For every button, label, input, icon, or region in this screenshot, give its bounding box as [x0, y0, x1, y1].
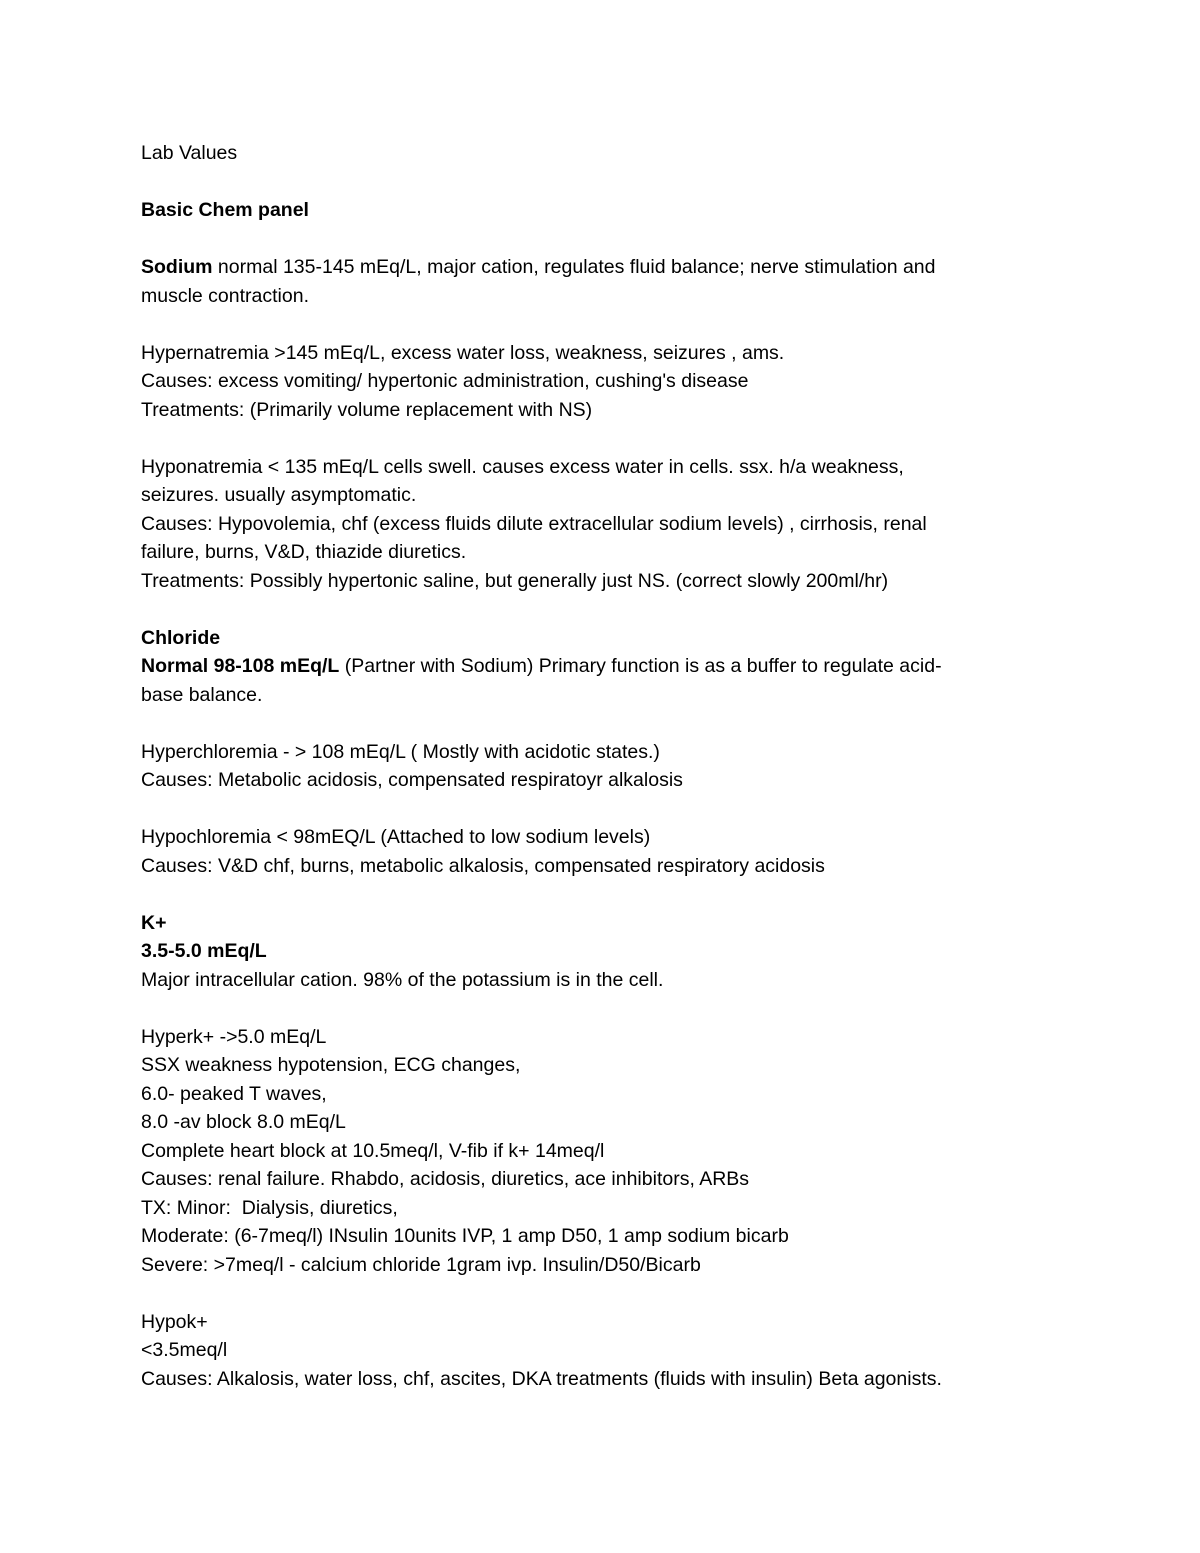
hyperchloremia-causes: Causes: Metabolic acidosis, compensated respiratoyr alkalosis: [141, 769, 683, 791]
hypokalemia-heading: Hypok+: [141, 1310, 208, 1333]
document-body: [141, 139, 1041, 1393]
hypokalemia-causes: Causes: Alkalosis, water loss, chf, ascites, DKA treatments (fluids with insulin) Beta agonists.: [141, 1367, 942, 1390]
hyponatremia-causes-2: failure, burns, V&D, thiazide diuretics.: [141, 541, 467, 563]
hyperkalemia-ssx: SSX weakness hypotension, ECG changes,: [141, 1054, 521, 1076]
hyponatremia-treatments: Treatments: Possibly hypertonic saline, but generally just NS. (correct slowly 200ml/hr): [141, 569, 889, 592]
hyperkalemia-t-waves: 6.0- peaked T waves,: [141, 1082, 327, 1105]
hyponatremia-causes: Causes: Hypovolemia, chf (excess fluids dilute extracellular sodium levels) , cirrhosis, renal: [141, 512, 927, 535]
hyperkalemia-tx-moderate: Moderate: (6-7meq/l) INsulin 10units IVP, 1 amp D50, 1 amp sodium bicarb: [141, 1225, 789, 1247]
hyperkalemia-tx-severe: Severe: >7meq/l - calcium chloride 1gram ivp. Insulin/D50/Bicarb: [141, 1253, 701, 1276]
hyperkalemia-av-block: 8.0 -av block 8.0 mEq/L: [141, 1111, 346, 1133]
hypochloremia-line: Hypochloremia < 98mEQ/L (Attached to low sodium levels): [141, 826, 651, 848]
hyponatremia-line: Hyponatremia < 135 mEq/L cells swell. causes excess water in cells. ssx. h/a weakness,: [141, 455, 904, 478]
hyperchloremia-line: Hyperchloremia - > 108 mEq/L ( Mostly with acidotic states.): [141, 740, 660, 763]
hypernatremia-treatments: Treatments: (Primarily volume replacement with NS): [141, 398, 593, 421]
potassium-heading: K+: [141, 911, 167, 934]
potassium-range: 3.5-5.0 mEq/L: [141, 940, 267, 962]
chloride-normal-label: Normal 98-108 mEq/L: [141, 655, 340, 677]
hypochloremia-causes: Causes: V&D chf, burns, metabolic alkalosis, compensated respiratory acidosis: [141, 854, 825, 877]
chloride-normal-line: Normal 98-108 mEq/L (Partner with Sodium) Primary function is as a buffer to regulate acid-: [141, 655, 942, 677]
chloride-heading: Chloride: [141, 626, 221, 649]
panel-heading: Basic Chem panel: [141, 199, 309, 221]
document-title: Lab Values: [141, 142, 238, 164]
chloride-normal-line-2: base balance.: [141, 683, 263, 706]
hypernatremia-causes: Causes: excess vomiting/ hypertonic administration, cushing's disease: [141, 370, 749, 392]
hyperkalemia-heart-block: Complete heart block at 10.5meq/l, V-fib if k+ 14meq/l: [141, 1139, 605, 1162]
sodium-normal-line-2: muscle contraction.: [141, 284, 309, 307]
hyperkalemia-tx-minor: TX: Minor: Dialysis, diuretics,: [141, 1196, 398, 1219]
hyperkalemia-causes: Causes: renal failure. Rhabdo, acidosis, diuretics, ace inhibitors, ARBs: [141, 1168, 750, 1190]
hypernatremia-line: Hypernatremia >145 mEq/L, excess water loss, weakness, seizures , ams.: [141, 341, 785, 364]
sodium-label: Sodium: [141, 256, 213, 278]
hyperkalemia-line: Hyperk+ ->5.0 mEq/L: [141, 1025, 327, 1048]
potassium-description: Major intracellular cation. 98% of the potassium is in the cell.: [141, 968, 664, 991]
hyponatremia-line-2: seizures. usually asymptomatic.: [141, 484, 417, 506]
sodium-normal-line: Sodium normal 135-145 mEq/L, major cation, regulates fluid balance; nerve stimulation and: [141, 256, 936, 278]
hypokalemia-range: <3.5meq/l: [141, 1339, 228, 1361]
